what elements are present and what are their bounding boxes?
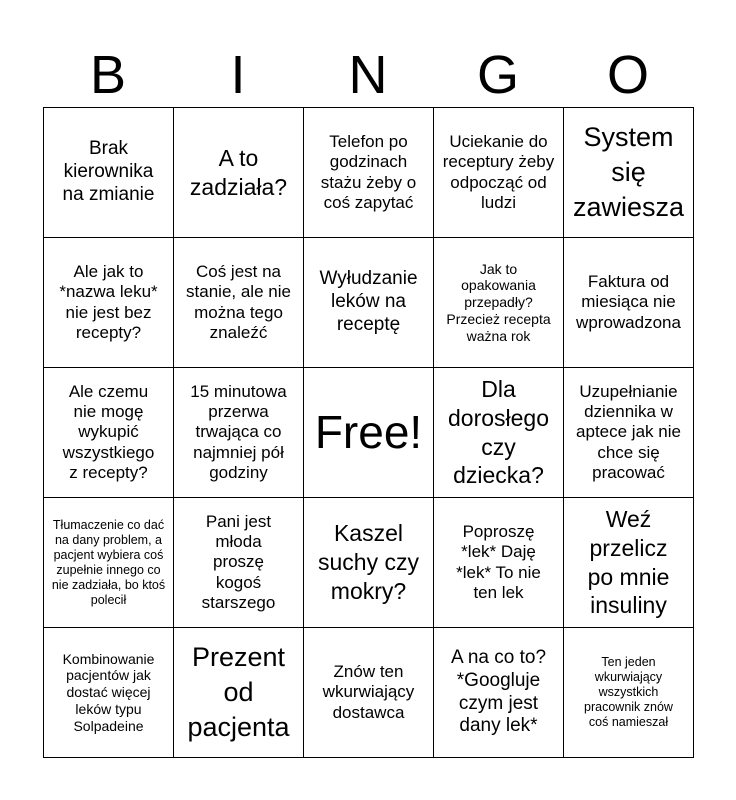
cell-text: Pani jest młoda proszę kogoś starszego	[201, 511, 276, 613]
cell-text: Weź przelicz po mnie insuliny	[587, 506, 670, 619]
bingo-cell[interactable]	[44, 238, 174, 368]
header-letter-n: N	[348, 45, 388, 105]
header-letter-i: I	[230, 45, 246, 105]
cell-text: Dla dorosłego czy dziecka?	[447, 376, 550, 489]
cell-text: Jak to opakowania przepadły? Przecież recepta ważna rok	[446, 260, 551, 344]
cell-text: A na co to? *Googluje czym jest dany lek*	[450, 646, 547, 737]
cell-text: Tłumaczenie co dać na dany problem, a pacjent wybiera coś zupełnie innego co nie zadziała, bo ktoś polecił	[51, 517, 166, 607]
bingo-cell[interactable]	[564, 108, 694, 238]
bingo-cell[interactable]	[434, 108, 564, 238]
cell-text: Prezent od pacjenta	[187, 641, 290, 743]
bingo-cell[interactable]	[434, 498, 564, 628]
bingo-cell[interactable]	[44, 498, 174, 628]
cell-text: Uciekanie do receptury żeby odpocząć od ludzi	[442, 131, 555, 212]
cell-text: Telefon po godzinach stażu żeby o coś zapytać	[320, 131, 417, 212]
cell-text: Faktura od miesiąca nie wprowadzona	[576, 271, 681, 332]
cell-text: Uzupełnianie dziennika w aptece jak nie chce się pracować	[576, 381, 681, 483]
header-letter-g: G	[476, 45, 519, 105]
cell-text: Ale jak to *nazwa leku* nie jest bez recepty?	[59, 261, 158, 342]
bingo-cell[interactable]	[564, 238, 694, 368]
bingo-cell[interactable]	[304, 498, 434, 628]
bingo-cell[interactable]	[564, 498, 694, 628]
bingo-cell[interactable]	[434, 628, 564, 758]
bingo-cell[interactable]	[304, 238, 434, 368]
bingo-cell[interactable]	[174, 368, 304, 498]
cell-text: 15 minutowa przerwa trwająca co najmniej pół godziny	[190, 381, 287, 483]
bingo-cell[interactable]	[564, 368, 694, 498]
cell-text: Ten jeden wkurwiający wszystkich pracownik znów coś namieszał	[584, 655, 673, 729]
bingo-cell[interactable]	[174, 108, 304, 238]
bingo-cell[interactable]	[564, 628, 694, 758]
cell-text: Kaszel suchy czy mokry?	[318, 520, 419, 604]
header-letter-b: B	[89, 45, 127, 105]
cell-text: Kombinowanie pacjentów jak dostać więcej leków typu Solpadeine	[62, 650, 155, 734]
bingo-cell[interactable]	[304, 628, 434, 758]
bingo-cell[interactable]	[174, 498, 304, 628]
cell-text: System się zawiesza	[572, 121, 685, 223]
bingo-cell[interactable]	[174, 238, 304, 368]
bingo-cell[interactable]	[44, 628, 174, 758]
bingo-cell[interactable]	[44, 108, 174, 238]
bingo-card-grid	[43, 107, 694, 758]
cell-text: Ale czemu nie mogę wykupić wszystkiego z recepty?	[62, 381, 155, 483]
bingo-cell[interactable]	[434, 238, 564, 368]
header-letter-o: O	[606, 45, 649, 105]
cell-text: Brak kierownika na zmianie	[62, 138, 155, 205]
free-space-label: Free!	[314, 405, 423, 458]
cell-text: A to zadziała?	[189, 144, 288, 200]
bingo-cell[interactable]	[44, 368, 174, 498]
bingo-header	[43, 44, 693, 106]
cell-text: Znów ten wkurwiający dostawca	[322, 661, 415, 722]
bingo-cell[interactable]	[174, 628, 304, 758]
bingo-cell[interactable]	[434, 368, 564, 498]
bingo-cell[interactable]	[304, 108, 434, 238]
cell-text: Poproszę *lek* Daję *lek* To nie ten lek	[456, 521, 541, 602]
cell-text: Coś jest na stanie, ale nie można tego znaleźć	[186, 261, 291, 342]
cell-text: Wyłudzanie leków na receptę	[319, 268, 418, 335]
bingo-cell-free[interactable]	[304, 368, 434, 498]
